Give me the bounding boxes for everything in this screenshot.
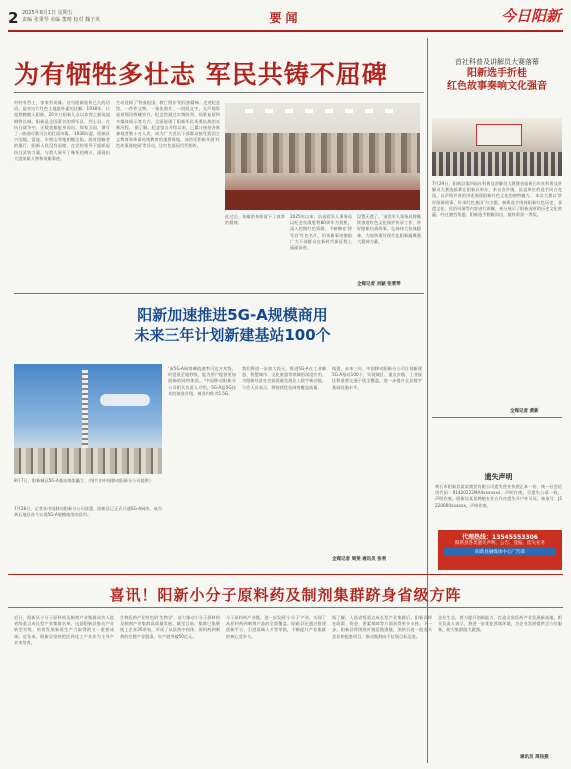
advertisement bbox=[438, 530, 562, 570]
sub-article-col4: 据悉，未来三年，中国移动阳新分公司计划新建5G-A基站100个，实现城区、重点乡镇、工业园区和重要交通干线全覆盖，进一步提升全县数字基础设施水平。 bbox=[332, 366, 422, 390]
editor-line: 责编 张秉琴 美编 董晴 校对 魏子英 bbox=[22, 17, 100, 23]
article1-col1 bbox=[14, 100, 110, 288]
sub-headline-line1: 阳新加速推进5G-A规模商用 bbox=[137, 306, 328, 324]
article1-col5: 设置无遗了。'退役军人事务局将继续推进红色文化保护传承工作，讲好阳新抗战故事，弘扬伟大抗战精神，为加快建设现代化阳新凝聚强大精神力量。' bbox=[357, 214, 421, 244]
bottom-col5: 企业生态，着力提升创新能力，打造全省医药产业发展新高地。相关负责人表示，将进一步优化营商环境，为企业发展提供全方位服务，助力集群做大做强。 bbox=[438, 615, 562, 633]
article1-col2b-text: 据了解，纪念馆自开馆以来，已累计接待各界参观者数十万人次，成为广大党员干部群众接受爱国主义教育和革命传统教育的重要阵地。该馆还积极开展'红色故事进校园'等活动，让红色基因代代相传。 bbox=[116, 124, 220, 149]
article1-byline: 全媒记者 刘颖 张秉琴 bbox=[357, 282, 401, 287]
museum-photo bbox=[225, 103, 420, 210]
side-article-header bbox=[432, 57, 562, 93]
main-headline: 为有牺牲多壮志 军民共铸不屈碑 bbox=[14, 60, 388, 89]
section-title: 要闻 bbox=[269, 11, 302, 25]
newspaper-logo: 今日阳新 bbox=[500, 7, 561, 25]
ad-line: 阳新县各类遗失声明、公告、登报、挂失业务 bbox=[455, 541, 545, 546]
side-article-byline: 全媒记者 黄新 bbox=[510, 409, 539, 414]
article1-col4: 2025年以来，县退役军人事务局以纪念抗战胜利80周年为契机，深入挖掘红色资源，不断擦亮'将军县'红色名片，用英雄事迹激励广大干部群众在新时代新征程上砥砺奋进。 bbox=[290, 214, 352, 251]
lost-notice bbox=[435, 472, 562, 534]
article1-rule bbox=[14, 293, 424, 294]
sub-headline bbox=[95, 305, 370, 345]
notice-body: 黄石市阳新县某某商贸有限公司遗失营业执照正本一份，统一社会信用代码：91420222MA4xxxxxxx，声明作废。另遗失公章一枚，声明作废。阳新县某某种植专业合作社遗失开户许可证，核准号：J5220000xxxxxx，声明作废。 bbox=[435, 484, 562, 508]
bottom-headline: 喜讯！阳新小分子原料药及制剂集群跻身省级方阵 bbox=[109, 586, 462, 604]
side-title-line1: 阳新选手折桂 bbox=[467, 68, 527, 79]
side-article-text2: 本次大赛以'讲好阳新故事、传承红色基因'为主题，参赛选手围绕阳新红色历史、非遗文化、民俗风情等内容进行讲解，充分展示了阳新深厚的历史文化底蕴。经过激烈角逐，阳新选手脱颖而出，最终荣获一等奖。 bbox=[432, 193, 562, 218]
5g-tower-photo bbox=[14, 364, 162, 474]
date-line: 2025年8月1日 星期五 bbox=[22, 10, 73, 16]
article1-col1b-text: 1938年夏，阳新县兴国镇，富池、半壁山等地相继沦陷。面对侵略者的暴行，阳新人民没有退缩，在党的领导下组织起抗日武装力量，与敌人展开了殊死的搏斗，涌现出大批英雄人物和英雄事迹。 bbox=[14, 131, 110, 161]
bottom-col4: 据了解，入选省级重点成长型产业集群后，阳新县将在政策、资金、要素保障等方面获得更多支持。下一步，阳新县将围绕补链延链强链，加快引进一批龙头企业和配套项目，推动集群向千亿级目标迈进。 bbox=[332, 615, 432, 639]
side-article-body bbox=[432, 181, 562, 403]
sub-article-col1: 7月28日，记者从中国移动阳新分公司获悉，阳新县已正式开通5G-A网络，成为黄石地区首个实现5G-A规模商用的县市。 bbox=[14, 506, 162, 518]
contest-photo bbox=[432, 118, 562, 176]
side-rule bbox=[432, 417, 562, 418]
header-rule bbox=[8, 30, 563, 32]
article1-col1-text: 村村有烈士，家家有英雄。这句阳新流传已久的话语，是对这片红色土地最朴素的注解。1938年，日寇铁蹄踏入阳新，20多万阳新儿女以血肉之躯筑起钢铁长城，阳新是全国著名的将军县、烈士县。在抗日战争中，无数英雄挺身而出，保家卫国，谱写了一曲曲可歌可泣的壮丽诗篇。 bbox=[14, 100, 110, 137]
article1-col2-text: 生动诠释了'铁血报国、救亡图存'的民族精神。走进纪念馆，一件件文物，一张张照片，一段段文字，无声地诉说着那段峥嵘岁月。纪念馆通过实物陈列、场景复原和多媒体展示等方式，全面展现了阳新军民英勇抗战的光辉历程。 bbox=[116, 100, 220, 130]
bottom-col3: 分子原料药产业链，进一步发展'小分子'产业，实现了从原料药到制剂产品的全面覆盖。阳新县还通过搭建创新平台、引进高端人才等举措，不断提升产业集群的核心竞争力。 bbox=[226, 615, 326, 639]
side-title-line2: 红色故事奏响文化强音 bbox=[447, 81, 547, 92]
side-article-text1: 7月29日，阳新县第四届社科普及讲解员大赛暨首届黄石市社科普及讲解员大赛选拔赛在阳新县举办，来自各乡镇、县直单位的选手同台竞技，以声情并茂的讲述展现阳新红色文化的独特魅力。 bbox=[432, 181, 562, 199]
bottom-top-rule bbox=[8, 574, 563, 575]
bottom-col2: 生物医药产业特色的'生物谷'，奋力推动小分子原料药及制剂产业集群高质量发展。截至目前，集群已集聚规上企业20余家，形成了从医药中间体、原料药到制剂的完整产业链条，年产值突破50亿元。 bbox=[120, 615, 220, 639]
side-kicker: 首社科普及讲解员大赛落幕 bbox=[455, 58, 539, 66]
ad-strip: 阳新县融媒体中心广告部 bbox=[444, 548, 556, 556]
bottom-col1: 近日，阳新县小分子原料药及制剂产业集群成功入选省级重点成长型产业集群名单。这是阳新县推动产业转型升级、培育发展新质生产力取得的又一重要成果。近年来，阳新县坚持把医药化工产业作为主导产业来培育。 bbox=[14, 615, 114, 645]
sub-article-col3: 我们将进一步加大投入，推进5G-A在工业制造、智慧城市、文化旅游等领域的深度应用，为阳新经济社会高质量发展注入数字新动能。与会人员表示，将持续优化网络覆盖质量。 bbox=[242, 366, 326, 390]
article1-col3: 此过后，英雄的身影留下了真挚的精神。 bbox=[225, 214, 285, 226]
sub-headline-line2: 未来三年计划新建基站100个 bbox=[134, 326, 331, 344]
bottom-byline: 通讯员 周扬燕 bbox=[520, 755, 549, 760]
ad-phone: 代理热线：13545553306 bbox=[462, 534, 538, 541]
sub-article-col2: '该5G-A网络峰值速率可达万兆级，时延低至毫秒级，能为用户提供更加流畅的网络体验。'中国移动阳新分公司相关负责人介绍，5G-A是5G技术的演进升级，被业内称为5.5G。 bbox=[168, 366, 236, 396]
article1-col2 bbox=[116, 100, 220, 288]
sub-article-byline: 全媒记者 周斐 通讯员 张利 bbox=[332, 557, 387, 562]
photo-caption: 8月7日，阳新城区5G-A基站塔架矗立。（图片由中国移动阳新分公司提供） bbox=[14, 478, 154, 483]
notice-title: 遗失声明 bbox=[484, 473, 513, 481]
bottom-rule bbox=[8, 607, 563, 608]
page-number: 2 bbox=[8, 9, 19, 27]
headline-rule bbox=[14, 92, 424, 93]
